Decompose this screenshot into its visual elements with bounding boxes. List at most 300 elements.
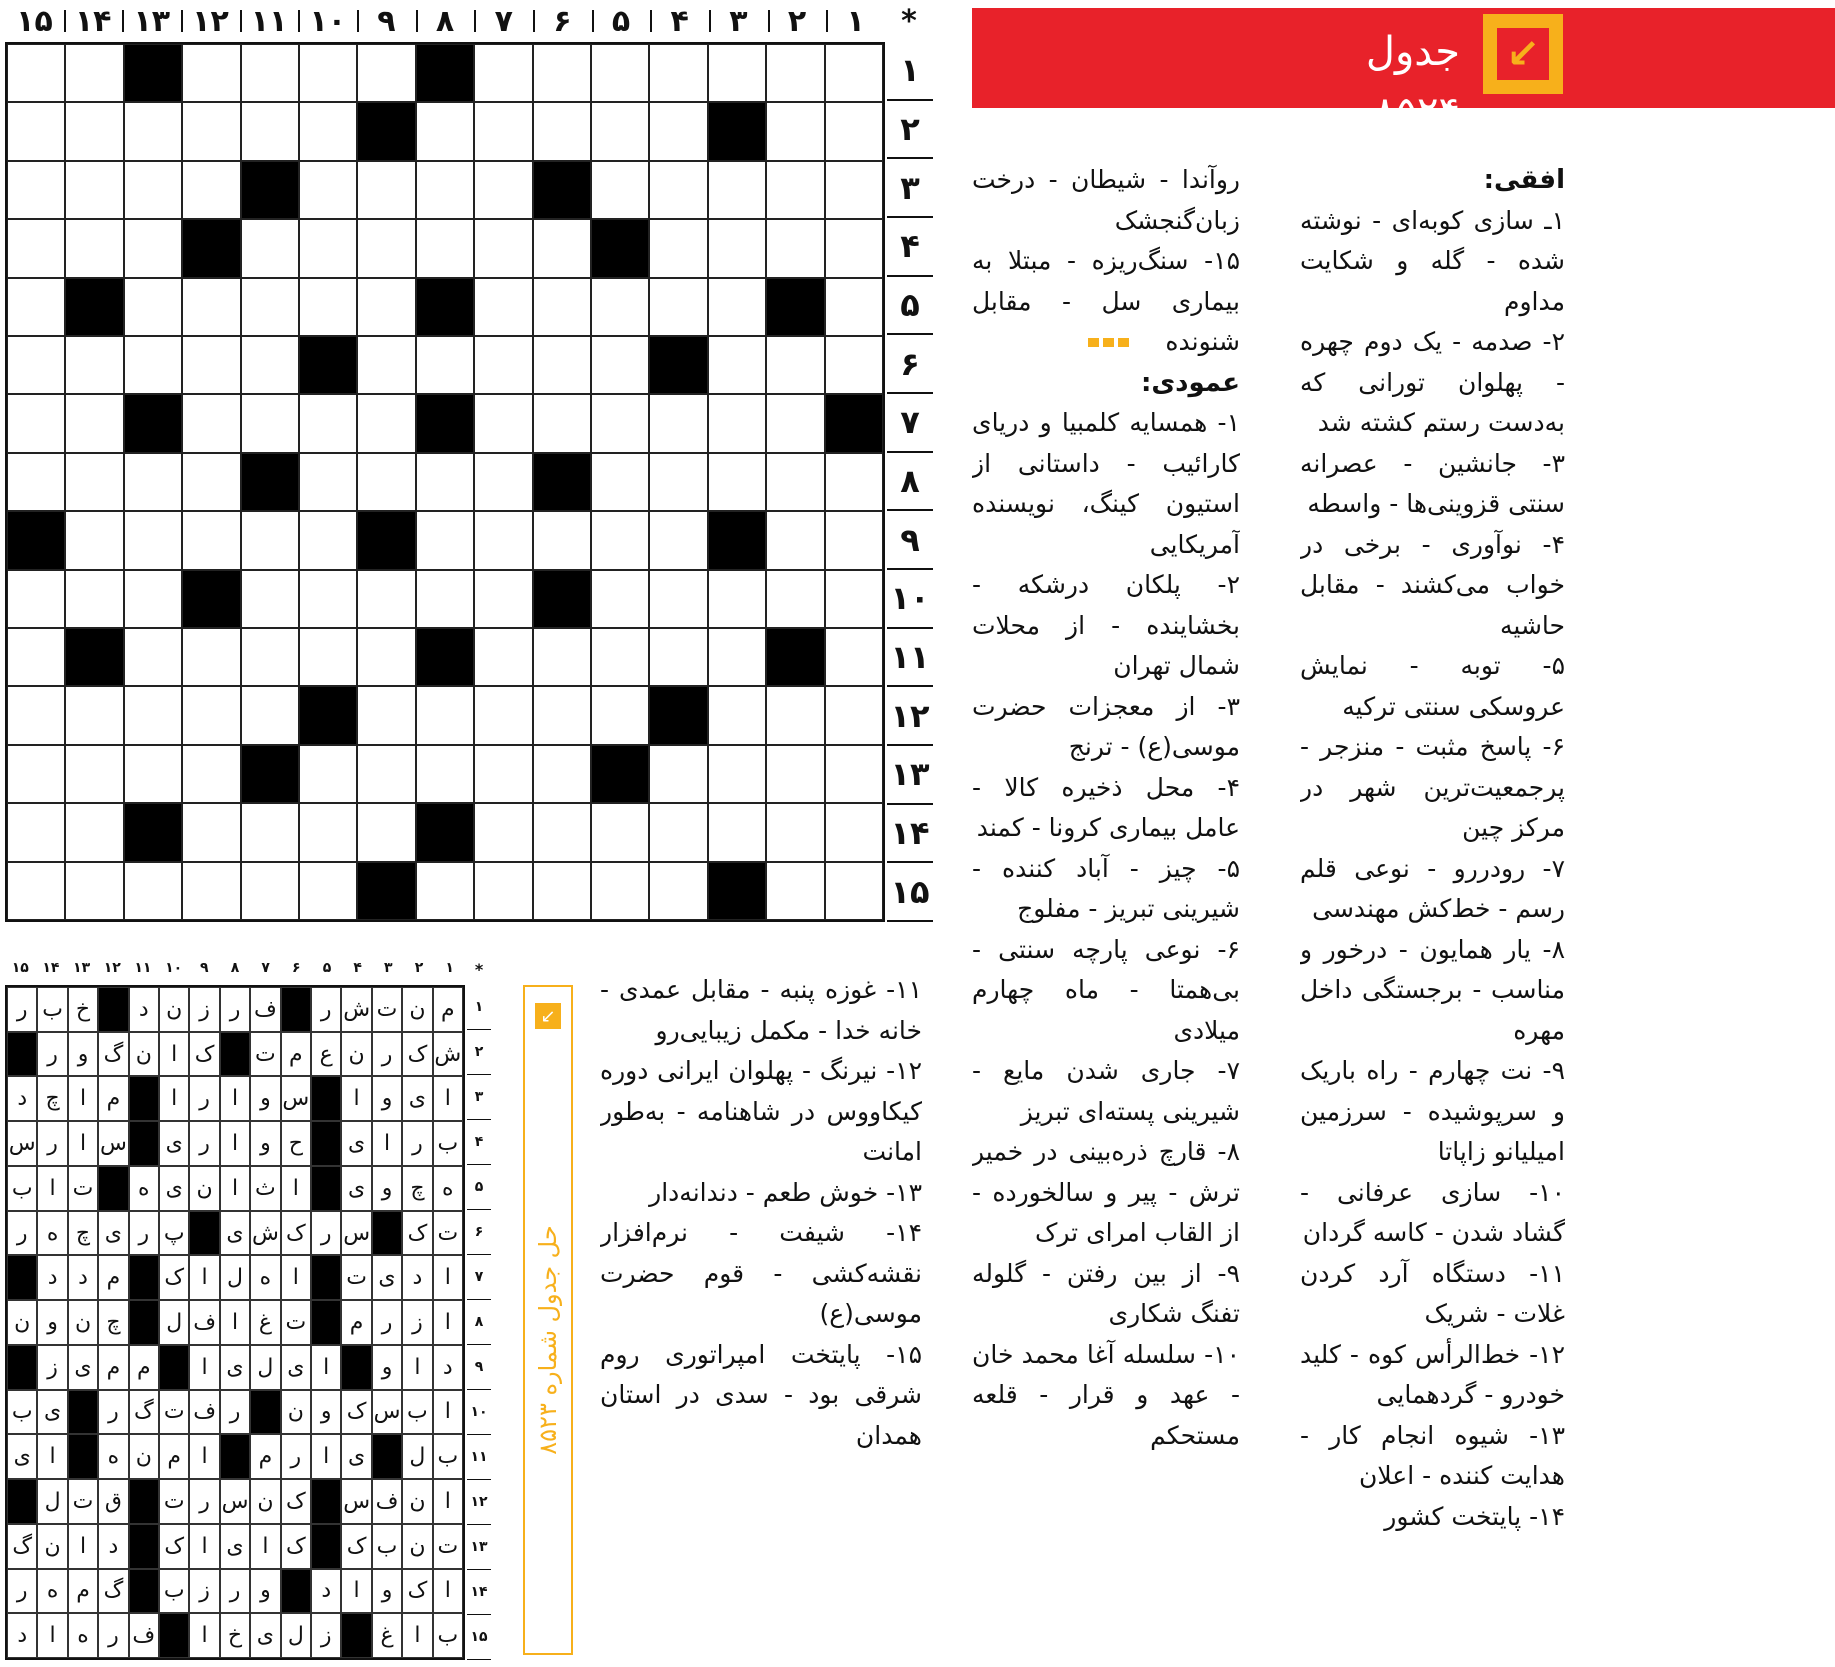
black-cell	[766, 278, 824, 336]
answer-cell[interactable]	[65, 686, 123, 744]
answer-cell[interactable]	[825, 453, 883, 511]
answer-cell[interactable]	[474, 278, 532, 336]
answer-cell[interactable]	[7, 102, 65, 160]
answer-cell[interactable]	[649, 102, 707, 160]
answer-cell[interactable]	[416, 570, 474, 628]
answer-cell[interactable]	[299, 511, 357, 569]
solution-letter: و	[250, 1076, 280, 1121]
answer-cell[interactable]	[825, 161, 883, 219]
solution-letter: و	[372, 1166, 402, 1211]
answer-cell[interactable]	[533, 862, 591, 920]
solution-letter: ی	[341, 1166, 371, 1211]
answer-cell[interactable]	[649, 278, 707, 336]
answer-cell[interactable]	[649, 511, 707, 569]
solution-letter: ا	[68, 1524, 98, 1569]
solution-letter: د	[7, 1076, 37, 1121]
answer-cell[interactable]	[474, 453, 532, 511]
solution-black-cell	[220, 1032, 250, 1077]
answer-cell[interactable]	[649, 161, 707, 219]
answer-cell[interactable]	[299, 278, 357, 336]
solution-letter: غ	[372, 1613, 402, 1658]
solution-row-number: ۱۰	[467, 1390, 491, 1435]
answer-cell[interactable]	[182, 511, 240, 569]
answer-cell[interactable]	[182, 44, 240, 102]
answer-cell[interactable]	[299, 394, 357, 452]
solution-letter: گ	[7, 1524, 37, 1569]
answer-cell[interactable]	[825, 336, 883, 394]
answer-cell[interactable]	[591, 278, 649, 336]
answer-cell[interactable]	[182, 745, 240, 803]
answer-cell[interactable]	[241, 394, 299, 452]
answer-cell[interactable]	[533, 102, 591, 160]
solution-letter: م	[433, 987, 463, 1032]
black-cell	[299, 336, 357, 394]
answer-cell[interactable]	[357, 453, 415, 511]
answer-cell[interactable]	[474, 336, 532, 394]
answer-cell[interactable]	[825, 570, 883, 628]
black-cell	[825, 394, 883, 452]
black-cell	[416, 278, 474, 336]
answer-cell[interactable]	[649, 803, 707, 861]
answer-cell[interactable]	[766, 686, 824, 744]
answer-cell[interactable]	[649, 394, 707, 452]
answer-cell[interactable]	[241, 336, 299, 394]
solution-letter: ا	[189, 1255, 219, 1300]
answer-cell[interactable]	[182, 278, 240, 336]
answer-cell[interactable]	[708, 686, 766, 744]
clue-text: ۱ـ سازی کوبه‌ای - نوشته شده - گله و شکایت مداوم	[1300, 205, 1565, 316]
answer-cell[interactable]	[474, 161, 532, 219]
answer-cell[interactable]	[766, 161, 824, 219]
solution-letter: س	[372, 1390, 402, 1435]
column-number: ۱۱	[240, 0, 299, 42]
answer-cell[interactable]	[124, 745, 182, 803]
answer-cell[interactable]	[182, 803, 240, 861]
answer-cell[interactable]	[299, 161, 357, 219]
answer-cell[interactable]	[708, 394, 766, 452]
solution-black-cell	[129, 1524, 159, 1569]
solution-letter: و	[250, 1569, 280, 1614]
solution-letter: ن	[250, 1479, 280, 1524]
answer-cell[interactable]	[533, 44, 591, 102]
answer-cell[interactable]	[591, 570, 649, 628]
answer-cell[interactable]	[533, 686, 591, 744]
clue-text: ۷- جاری شدن مایع - شیرینی پسته‌ای تبریز	[972, 1056, 1240, 1126]
answer-cell[interactable]	[124, 628, 182, 686]
answer-cell[interactable]	[591, 511, 649, 569]
answer-cell[interactable]	[124, 336, 182, 394]
answer-cell[interactable]	[357, 219, 415, 277]
solution-letter: ا	[68, 1076, 98, 1121]
answer-cell[interactable]	[65, 336, 123, 394]
answer-cell[interactable]	[533, 219, 591, 277]
answer-cell[interactable]	[299, 219, 357, 277]
solution-letter: ا	[37, 1434, 67, 1479]
solution-black-cell	[129, 1076, 159, 1121]
answer-cell[interactable]	[708, 745, 766, 803]
answer-cell[interactable]	[825, 278, 883, 336]
answer-cell[interactable]	[766, 803, 824, 861]
answer-cell[interactable]	[7, 453, 65, 511]
answer-cell[interactable]	[299, 570, 357, 628]
answer-cell[interactable]	[474, 511, 532, 569]
clue-text: ۱۲- خط‌الرأس کوه - کلید خودرو - گردهمایی	[1300, 1339, 1565, 1409]
solution-letter: ا	[281, 1166, 311, 1211]
answer-cell[interactable]	[825, 686, 883, 744]
answer-cell[interactable]	[299, 453, 357, 511]
solution-letter: ا	[220, 1076, 250, 1121]
solution-letter: ن	[68, 1300, 98, 1345]
solution-letter: ن	[7, 1300, 37, 1345]
answer-cell[interactable]	[299, 803, 357, 861]
solution-letter: ر	[98, 1390, 128, 1435]
answer-cell[interactable]	[299, 102, 357, 160]
answer-cell[interactable]	[591, 161, 649, 219]
solution-row-number: ۴	[467, 1120, 491, 1165]
answer-cell[interactable]	[182, 336, 240, 394]
answer-cell[interactable]	[65, 511, 123, 569]
answer-cell[interactable]	[124, 219, 182, 277]
answer-cell[interactable]	[299, 862, 357, 920]
decor-dots-icon	[1088, 338, 1129, 347]
answer-cell[interactable]	[65, 219, 123, 277]
answer-cell[interactable]	[357, 628, 415, 686]
answer-cell[interactable]	[825, 44, 883, 102]
crossword-grid[interactable]	[5, 42, 885, 922]
solution-letter: ا	[433, 1569, 463, 1614]
black-cell	[416, 44, 474, 102]
clue-text: روآندا - شیطان - درخت زبان‌گنجشک	[972, 165, 1240, 235]
answer-cell[interactable]	[7, 394, 65, 452]
answer-cell[interactable]	[7, 745, 65, 803]
solution-letter: ح	[281, 1121, 311, 1166]
solution-letter: س	[341, 1211, 371, 1256]
answer-cell[interactable]	[241, 278, 299, 336]
answer-cell[interactable]	[591, 686, 649, 744]
answer-cell[interactable]	[591, 44, 649, 102]
answer-cell[interactable]	[357, 44, 415, 102]
solution-letter: ی	[220, 1211, 250, 1256]
answer-cell[interactable]	[766, 511, 824, 569]
answer-cell[interactable]	[241, 862, 299, 920]
answer-cell[interactable]	[65, 102, 123, 160]
answer-cell[interactable]	[533, 336, 591, 394]
answer-cell[interactable]	[416, 161, 474, 219]
answer-cell[interactable]	[65, 570, 123, 628]
black-cell	[766, 628, 824, 686]
solution-row-number: ۸	[467, 1300, 491, 1345]
answer-cell[interactable]	[708, 570, 766, 628]
answer-cell[interactable]	[241, 44, 299, 102]
answer-cell[interactable]	[7, 570, 65, 628]
answer-cell[interactable]	[825, 862, 883, 920]
solution-row-number: ۱۳	[467, 1525, 491, 1570]
answer-cell[interactable]	[474, 745, 532, 803]
answer-cell[interactable]	[649, 570, 707, 628]
answer-cell[interactable]	[182, 161, 240, 219]
answer-cell[interactable]	[7, 161, 65, 219]
answer-cell[interactable]	[766, 453, 824, 511]
solution-letter: ا	[433, 1300, 463, 1345]
solution-letter: خ	[68, 987, 98, 1032]
answer-cell[interactable]	[7, 336, 65, 394]
column-number: ۱۴	[64, 0, 123, 42]
answer-cell[interactable]	[766, 394, 824, 452]
answer-cell[interactable]	[825, 745, 883, 803]
answer-cell[interactable]	[591, 453, 649, 511]
answer-cell[interactable]	[533, 745, 591, 803]
solution-letter: ی	[37, 1390, 67, 1435]
answer-cell[interactable]	[474, 394, 532, 452]
solution-letter: و	[372, 1569, 402, 1614]
answer-cell[interactable]	[591, 803, 649, 861]
answer-cell[interactable]	[649, 219, 707, 277]
clue-text: ۱۰- سازی عرفانی - گشاد شدن - کاسه گردان	[1300, 1177, 1565, 1247]
answer-cell[interactable]	[533, 278, 591, 336]
answer-cell[interactable]	[357, 803, 415, 861]
answer-cell[interactable]	[533, 394, 591, 452]
answer-cell[interactable]	[65, 161, 123, 219]
answer-cell[interactable]	[416, 336, 474, 394]
solution-letter: ر	[281, 1434, 311, 1479]
answer-cell[interactable]	[766, 570, 824, 628]
solution-letter: ی	[220, 1524, 250, 1569]
answer-cell[interactable]	[825, 511, 883, 569]
clue-heading: عمودی:	[1140, 367, 1240, 398]
answer-cell[interactable]	[533, 803, 591, 861]
answer-cell[interactable]	[7, 219, 65, 277]
answer-cell[interactable]	[766, 44, 824, 102]
answer-cell[interactable]	[708, 628, 766, 686]
answer-cell[interactable]	[766, 745, 824, 803]
answer-cell[interactable]	[649, 862, 707, 920]
solution-letter: ه	[37, 1569, 67, 1614]
solution-column-number: ۱۳	[73, 960, 91, 976]
solution-letter: ا	[189, 1434, 219, 1479]
row-number: ۱۵	[887, 863, 933, 922]
answer-cell[interactable]	[7, 862, 65, 920]
answer-cell[interactable]	[182, 862, 240, 920]
answer-cell[interactable]	[533, 628, 591, 686]
answer-cell[interactable]	[708, 161, 766, 219]
answer-cell[interactable]	[182, 102, 240, 160]
answer-cell[interactable]	[649, 628, 707, 686]
column-number: ۱	[826, 0, 885, 42]
answer-cell[interactable]	[65, 862, 123, 920]
answer-cell[interactable]	[416, 745, 474, 803]
black-cell	[533, 453, 591, 511]
answer-cell[interactable]	[591, 862, 649, 920]
answer-cell[interactable]	[65, 745, 123, 803]
answer-cell[interactable]	[474, 44, 532, 102]
solution-letter: خ	[220, 1613, 250, 1658]
answer-cell[interactable]	[241, 570, 299, 628]
solution-letter: ا	[37, 1613, 67, 1658]
answer-cell[interactable]	[241, 511, 299, 569]
column-number: ۹	[357, 0, 416, 42]
answer-cell[interactable]	[474, 219, 532, 277]
answer-cell[interactable]	[357, 745, 415, 803]
answer-cell[interactable]	[65, 453, 123, 511]
solution-letter: ی	[281, 1345, 311, 1390]
solution-letter: ا	[220, 1300, 250, 1345]
solution-row-numbers	[467, 985, 491, 1660]
answer-cell[interactable]	[7, 278, 65, 336]
black-cell	[357, 862, 415, 920]
column-number: ۶	[533, 0, 592, 42]
solution-letter: ک	[402, 1032, 432, 1077]
solution-column-number: ۱	[445, 960, 454, 976]
answer-cell[interactable]	[416, 102, 474, 160]
solution-letter: ل	[159, 1300, 189, 1345]
solution-column-number: ۴	[353, 960, 362, 976]
solution-letter: گ	[98, 1032, 128, 1077]
answer-cell[interactable]	[825, 628, 883, 686]
black-cell	[533, 570, 591, 628]
clue-text: ۱۵- پایتخت امپراتوری روم شرقی بود - سدی در استان همدان	[600, 1339, 922, 1450]
solution-letter: ن	[159, 987, 189, 1032]
answer-cell[interactable]	[182, 628, 240, 686]
solution-letter: ا	[220, 1166, 250, 1211]
solution-letter: ا	[433, 1255, 463, 1300]
solution-black-cell	[159, 1613, 189, 1658]
answer-cell[interactable]	[299, 44, 357, 102]
solution-letter: ز	[402, 1300, 432, 1345]
answer-cell[interactable]	[708, 278, 766, 336]
answer-cell[interactable]	[708, 336, 766, 394]
answer-cell[interactable]	[124, 278, 182, 336]
solution-black-cell	[372, 1211, 402, 1256]
clue-text: ۵- توبه - نمایش عروسکی سنتی ترکیه	[1300, 651, 1565, 721]
answer-cell[interactable]	[708, 803, 766, 861]
answer-cell[interactable]	[65, 44, 123, 102]
answer-cell[interactable]	[357, 394, 415, 452]
answer-cell[interactable]	[416, 219, 474, 277]
black-cell	[299, 686, 357, 744]
answer-cell[interactable]	[124, 862, 182, 920]
column-number: ۳	[709, 0, 768, 42]
solution-column-header	[5, 960, 465, 982]
solution-letter: و	[37, 1300, 67, 1345]
answer-cell[interactable]	[766, 862, 824, 920]
row-number: ۱۱	[887, 629, 933, 688]
answer-cell[interactable]	[241, 686, 299, 744]
answer-cell[interactable]	[474, 570, 532, 628]
answer-cell[interactable]	[7, 44, 65, 102]
answer-cell[interactable]	[474, 686, 532, 744]
answer-cell[interactable]	[357, 161, 415, 219]
answer-cell[interactable]	[7, 628, 65, 686]
black-cell	[591, 745, 649, 803]
answer-cell[interactable]	[474, 862, 532, 920]
answer-cell[interactable]	[7, 803, 65, 861]
answer-cell[interactable]	[416, 686, 474, 744]
answer-cell[interactable]	[591, 102, 649, 160]
solution-letter: ه	[250, 1255, 280, 1300]
answer-cell[interactable]	[825, 803, 883, 861]
answer-cell[interactable]	[124, 686, 182, 744]
solution-letter: ی	[250, 1613, 280, 1658]
solution-letter: چ	[37, 1076, 67, 1121]
answer-cell[interactable]	[124, 570, 182, 628]
answer-cell[interactable]	[474, 803, 532, 861]
answer-cell[interactable]	[825, 102, 883, 160]
answer-cell[interactable]	[182, 453, 240, 511]
answer-cell[interactable]	[766, 336, 824, 394]
answer-cell[interactable]	[766, 219, 824, 277]
answer-cell[interactable]	[241, 628, 299, 686]
answer-cell[interactable]	[357, 686, 415, 744]
clue-text: ۱۴- پایتخت کشور	[1384, 1501, 1565, 1531]
black-cell	[649, 686, 707, 744]
answer-cell[interactable]	[416, 453, 474, 511]
black-cell	[241, 453, 299, 511]
clue-text: ۹- از بین رفتن - گلوله تفنگ شکاری	[972, 1258, 1240, 1328]
answer-cell[interactable]	[65, 803, 123, 861]
solution-letter: ب	[433, 1434, 463, 1479]
answer-cell[interactable]	[124, 511, 182, 569]
answer-cell[interactable]	[299, 745, 357, 803]
clue-text: ۶- پاسخ مثبت - منزجر - پرجمعیت‌ترین شهر در مرکز چین	[1300, 732, 1565, 842]
answer-cell[interactable]	[708, 44, 766, 102]
solution-letter: ا	[433, 1076, 463, 1121]
answer-cell[interactable]	[649, 453, 707, 511]
solution-letter: ا	[372, 1121, 402, 1166]
answer-cell[interactable]	[241, 219, 299, 277]
answer-cell[interactable]	[708, 453, 766, 511]
answer-cell[interactable]	[7, 686, 65, 744]
answer-cell[interactable]	[357, 570, 415, 628]
answer-cell[interactable]	[591, 628, 649, 686]
solution-letter: غ	[250, 1300, 280, 1345]
answer-cell[interactable]	[533, 511, 591, 569]
answer-cell[interactable]	[591, 394, 649, 452]
answer-cell[interactable]	[124, 161, 182, 219]
answer-cell[interactable]	[825, 219, 883, 277]
answer-cell[interactable]	[241, 803, 299, 861]
solution-row-number: ۱۴	[467, 1570, 491, 1615]
answer-cell[interactable]	[591, 336, 649, 394]
solution-black-cell	[68, 1390, 98, 1435]
black-cell	[182, 570, 240, 628]
answer-cell[interactable]	[182, 686, 240, 744]
answer-cell[interactable]	[416, 511, 474, 569]
solution-letter: ا	[311, 1345, 341, 1390]
solution-black-cell	[98, 987, 128, 1032]
answer-cell[interactable]	[649, 745, 707, 803]
answer-cell[interactable]	[474, 102, 532, 160]
answer-cell[interactable]	[649, 44, 707, 102]
solution-letter: ه	[37, 1211, 67, 1256]
answer-cell[interactable]	[124, 102, 182, 160]
solution-letter: ت	[68, 1479, 98, 1524]
row-number: ۹	[887, 511, 933, 570]
answer-cell[interactable]	[241, 102, 299, 160]
answer-cell[interactable]	[357, 336, 415, 394]
answer-cell[interactable]	[357, 278, 415, 336]
clue-text: ۴- نوآوری - برخی در خواب می‌کشند - مقابل حاشیه	[1300, 529, 1565, 640]
answer-cell[interactable]	[124, 453, 182, 511]
answer-cell[interactable]	[766, 102, 824, 160]
answer-cell[interactable]	[65, 394, 123, 452]
answer-cell[interactable]	[299, 628, 357, 686]
answer-cell[interactable]	[474, 628, 532, 686]
answer-cell[interactable]	[708, 219, 766, 277]
solution-letter: ت	[372, 987, 402, 1032]
answer-cell[interactable]	[416, 862, 474, 920]
answer-cell[interactable]	[182, 394, 240, 452]
clue-text: ۱۳- شیوه انجام کار - هدایت کننده - اعلان	[1300, 1420, 1565, 1490]
